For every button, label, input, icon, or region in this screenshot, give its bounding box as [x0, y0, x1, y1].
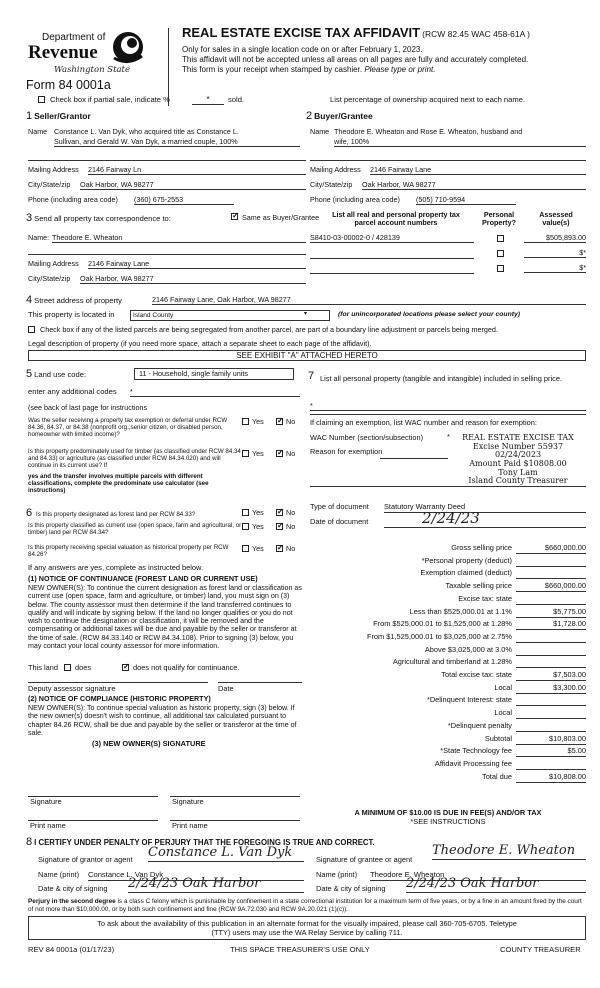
perjury-bold: Perjury in the second degree	[28, 898, 116, 905]
s6-q2-no-checkbox[interactable]	[276, 523, 283, 530]
county-value: Island County	[133, 312, 174, 319]
q2-yes-label: Yes	[252, 449, 264, 458]
corr-city[interactable]: Oak Harbor, WA 98277	[80, 275, 306, 284]
s6-q1-no-checkbox[interactable]	[276, 509, 283, 516]
buyer-num: 2	[306, 110, 313, 122]
s7-label: List all personal property (tangible and intangible) included in selling price.	[320, 374, 562, 383]
tax-row-label: Local	[494, 708, 512, 718]
land-not-qualify-checkbox[interactable]	[122, 664, 129, 671]
reason-line-2	[310, 486, 586, 487]
same-as-buyer-checkbox[interactable]	[231, 213, 238, 220]
parcel-h3b: value(s)	[542, 218, 570, 228]
s6-q1: Is this property designated as forest land per RCW 84.33?	[36, 511, 196, 518]
dept-line1: Department of	[42, 32, 106, 43]
street-label: Street address of property	[34, 296, 122, 305]
s6-n1-head: (1) NOTICE OF CONTINUANCE (FOREST LAND OR CURRENT USE)	[28, 574, 258, 583]
buyer-city[interactable]: Oak Harbor, WA 98277	[362, 181, 586, 190]
tax-row-label: Excise tax: state	[458, 593, 512, 603]
list-pct-note: List percentage of ownership acquired next to each name.	[330, 95, 526, 104]
grantee-sig-label: Signature of grantee or agent	[316, 855, 413, 864]
deputy-label: Deputy assessor signature	[28, 684, 116, 693]
s6-q3-no-label: No	[286, 544, 296, 553]
header-sub3-row	[182, 65, 435, 74]
s6-q3-yes-label: Yes	[252, 544, 264, 553]
tax-row-value[interactable]	[516, 760, 586, 770]
parcel-h1a: List all real and personal property tax	[332, 210, 460, 219]
corr-name[interactable]: Theodore E. Wheaton	[52, 234, 306, 243]
q2-no-checkbox[interactable]	[276, 450, 283, 457]
assessed-col-header	[526, 211, 586, 228]
tax-row-value[interactable]: $10,808.00	[516, 773, 586, 783]
land-use-value: 11 - Household, single family units	[139, 369, 248, 378]
tax-row-label: *Delinquent Interest: state	[426, 695, 512, 705]
correspondence-num: 3	[26, 212, 33, 224]
additional-codes-value[interactable]: *	[130, 388, 300, 397]
parcel-h1b: parcel account numbers	[354, 218, 438, 228]
tax-row-label: Less than $525,000.01 at 1.1%	[409, 606, 512, 616]
stamp-line: Tony Lam	[498, 467, 538, 477]
corr-name-label: Name:	[28, 233, 50, 242]
parcel-row	[310, 249, 586, 261]
reason-line	[380, 458, 448, 459]
s7-blank-line	[310, 414, 586, 415]
buyer-blank-line	[310, 160, 586, 161]
partial-sale-sold: sold.	[228, 95, 245, 104]
header-sub3: This form is your receipt when stamped by cashier.	[182, 65, 363, 74]
owner1-sig-label: Signature	[30, 797, 62, 806]
correspondence-label: Send all property tax correspondence to:	[34, 214, 171, 223]
land-does-label: does	[75, 663, 92, 672]
certify-text: I CERTIFY UNDER PENALTY OF PERJURY THAT THE FOREGOING IS TRUE AND CORRECT.	[34, 838, 375, 847]
tax-row-label: *Delinquent penalty	[447, 720, 512, 730]
grantee-name-label: Name (print)	[316, 870, 358, 879]
wac-label: WAC Number (section/subsection)	[310, 433, 424, 442]
buyer-name-line2[interactable]: wife, 100%	[334, 138, 586, 147]
partial-sale-checkbox[interactable]	[38, 96, 45, 103]
reason-label: Reason for exemption	[310, 447, 383, 456]
seller-phone[interactable]: (360) 675-2553	[134, 196, 234, 205]
grantee-date-label: Date & city of signing	[316, 884, 386, 893]
s7-num: 7	[308, 370, 315, 382]
s6-num: 6	[26, 507, 33, 519]
seller-city[interactable]: Oak Harbor, WA 98277	[80, 181, 306, 190]
assessed-value[interactable]: $*	[524, 249, 586, 258]
tax-row-label: From $525,000.01 to $1,525,000 at 1.28%	[373, 619, 512, 629]
correspondence-heading	[26, 212, 171, 225]
certify-num: 8	[26, 836, 33, 848]
form-title-row	[182, 26, 530, 41]
doc-type-label: Type of document	[310, 502, 369, 511]
tax-row-value[interactable]	[516, 633, 586, 643]
stamp-line: Excise Number 55937	[472, 441, 564, 451]
s6-n1-text: NEW OWNER(S): To continue the current designation as forest land or classification as current use (open space, farm and agriculture, or timber) land, you must sign on (3) below. The county assessor must then determine if the land transferred continues to qualify and will indicate by signing below. If the land no longer qualifies or you do not wish to continue the designation or classification, it will be removed and the compensating or additional taxes will be due and payable by the seller or transferor at the time of sale. (RCW 84.33.140 or RCW 84.34.108). Prior to signing (3) below, you may contact your local county assessor for more information.	[28, 584, 302, 651]
parcel-h2b: Property?	[482, 218, 516, 228]
q1-no-label: No	[286, 417, 296, 426]
located-label: This property is located in	[28, 310, 115, 319]
parcel-row	[310, 234, 586, 246]
parcel-h2a: Personal	[483, 210, 515, 219]
seller-name-label: Name	[28, 127, 48, 136]
dor-swirl-icon	[108, 28, 148, 66]
q2-no-label: No	[286, 449, 296, 458]
buyer-mail[interactable]: 2146 Fairway Lane	[370, 166, 586, 175]
partial-sale-value[interactable]: *	[192, 95, 224, 105]
tax-row-value[interactable]: $10,803.00	[516, 735, 586, 745]
accessibility-box	[28, 916, 586, 940]
personal-col-header	[476, 211, 522, 228]
tax-row-label: Total excise tax: state	[441, 670, 512, 679]
legal-description[interactable]: SEE EXHIBIT "A" ATTACHED HERETO	[28, 350, 586, 361]
tax-row-label: From $1,525,000.01 to $3,025,000 at 2.75%	[366, 631, 512, 641]
s6-q2-yes-label: Yes	[252, 522, 264, 531]
land-use-label: Land use code:	[34, 370, 87, 379]
grantee-signature[interactable]: Theodore E. Wheaton	[432, 844, 586, 860]
parcel-number[interactable]	[310, 264, 474, 274]
buyer-heading	[306, 110, 373, 123]
land-use-select[interactable]	[134, 368, 294, 380]
q1-yes-checkbox[interactable]	[242, 418, 249, 425]
s7-personal-value[interactable]: *	[310, 402, 586, 411]
tax-row-value[interactable]: $660,000.00	[516, 544, 586, 554]
treasurer-stamp	[450, 434, 586, 486]
additional-codes-label: enter any additional codes	[28, 387, 117, 396]
partial-sale-label: Check box if partial sale, indicate %	[50, 95, 170, 104]
see-instructions: *SEE INSTRUCTIONS	[410, 817, 486, 826]
tax-row-label: Agricultural and timberland at 1.28%	[392, 657, 512, 667]
street-address[interactable]: 2146 Fairway Lane, Oak Harbor, WA 98277	[152, 296, 586, 305]
dropdown-arrow-icon: ▾	[303, 311, 307, 317]
tax-row-label: Above $3,025,000 at 3.0%	[424, 644, 512, 654]
grantor-signature[interactable]: Constance L. Van Dyk	[148, 846, 304, 862]
s6-q2-no-label: No	[286, 522, 296, 531]
doc-type-value[interactable]: Statutory Warranty Deed	[384, 503, 586, 513]
s6-q1-no-label: No	[286, 508, 296, 517]
seller-heading	[26, 110, 91, 123]
stamp-line: Amount Paid $10808.00	[469, 458, 567, 468]
seller-name-line1[interactable]: Constance L. Van Dyk, who acquired title as Constance L.	[54, 127, 239, 136]
q1-yes-label: Yes	[252, 417, 264, 426]
tax-row-label: Local	[494, 682, 512, 692]
tax-row-value[interactable]	[516, 696, 586, 706]
parcel-h3a: Assessed	[539, 210, 573, 219]
property-heading	[26, 294, 122, 307]
q1-no-checkbox[interactable]	[276, 418, 283, 425]
tax-row-value[interactable]	[516, 709, 586, 719]
tax-row-label: Taxable selling price	[445, 581, 512, 591]
personal-property-checkbox[interactable]	[497, 265, 504, 272]
dept-line3: Washington State	[54, 65, 130, 75]
legal-label: Legal description of property (if you need more space, attach a separate sheet to each page of the affidavit).	[28, 339, 372, 348]
tax-row-label: Exemption claimed (deduct)	[420, 568, 512, 578]
personal-property-checkbox[interactable]	[497, 235, 504, 242]
buyer-phone[interactable]: (505) 710-9594	[416, 196, 516, 205]
header-sub2: This affidavit will not be accepted unless all areas on all pages are fully and accurately completed.	[182, 55, 529, 64]
tax-row-value[interactable]: $660,000.00	[516, 582, 586, 592]
tax-row-value[interactable]: $1,728.00	[516, 620, 586, 630]
parcel-number[interactable]: S8410-03-00002-0 / 428139	[310, 234, 474, 243]
parcel-col-header	[310, 211, 482, 228]
s6-q3: Is this property receiving special valuation as historical property per RCW 84.26?	[28, 544, 229, 559]
grantor-name[interactable]: Constance L. Van Dyk	[88, 871, 304, 881]
buyer-city-label: City/State/zip	[310, 180, 353, 189]
buyer-name-line1[interactable]: Theodore E. Wheaton and Rose E. Wheaton, husband and	[334, 127, 523, 136]
property-num: 4	[26, 294, 33, 306]
county-select[interactable]	[130, 310, 330, 321]
tax-row-value[interactable]: $7,503.00	[516, 671, 586, 681]
tax-row-value[interactable]	[516, 658, 586, 668]
s6-q1-yes-label: Yes	[252, 508, 264, 517]
perjury-text: is a class C felony which is punishable by confinement in a state correctional institution for a maximum term of five years, or by a fine in an amount fixed by the court of not more than $10,000.00, or by both such confinement and fine (RCW 9A.72.030 and RCW 9A.20.021 (1)(c)).	[28, 898, 582, 913]
land-use-num: 5	[26, 368, 33, 380]
parcel-number[interactable]	[310, 249, 474, 259]
s6-if-yes: If any answers are yes, complete as instructed below.	[28, 563, 203, 572]
corr-mail[interactable]: 2146 Fairway Lane	[88, 260, 306, 269]
tax-row-value[interactable]: $3,300.00	[516, 684, 586, 694]
owner1-print-label: Print name	[30, 821, 66, 830]
corr-blank-line	[28, 254, 306, 255]
land-use-q2: Is this property predominately used for timber (as classified under RCW 84.34 and 84.33) or agriculture (as classified under RCW 84.34.020) and will continue in its current use? If	[28, 448, 241, 470]
tax-row-label: Total due	[482, 771, 512, 781]
grantor-sig-label: Signature of grantor or agent	[38, 855, 133, 864]
stamp-line: Island County Treasurer	[468, 476, 568, 486]
tax-row-value[interactable]	[516, 595, 586, 605]
seller-phone-label: Phone (including area code)	[28, 195, 118, 204]
footer-rev: REV 84 0001a (01/17/23)	[28, 945, 115, 954]
footer-space: THIS SPACE TREASURER'S USE ONLY	[230, 945, 370, 954]
s6-q3-no-checkbox[interactable]	[276, 545, 283, 552]
unincorp-note: (for unincorporated locations please select your county)	[338, 311, 521, 318]
grantee-date-city[interactable]: 2/24/23 Oak Harbor	[406, 877, 586, 893]
s6-q3-yes-checkbox[interactable]	[242, 545, 249, 552]
same-as-buyer-label: Same as Buyer/Grantee	[242, 213, 320, 222]
stamp-line: 02/24/2023	[494, 450, 542, 460]
land-use-q2b: yes and the transfer involves multiple parcels with different classifications, complete the predominate use calculator (see instructions)	[28, 473, 209, 495]
form-rcw: (RCW 82.45 WAC 458-61A )	[422, 29, 530, 39]
assessed-value[interactable]: $*	[524, 264, 586, 273]
see-back-note: (see back of last page for instructions	[28, 403, 148, 412]
seller-mail[interactable]: 2146 Fairway Ln	[88, 166, 306, 175]
deputy-sig-line	[28, 682, 208, 683]
buyer-name-label: Name	[310, 127, 330, 136]
seller-num: 1	[26, 110, 33, 122]
buyer-mail-label: Mailing Address	[310, 165, 361, 174]
seller-city-label: City/State/zip	[28, 180, 71, 189]
s6-q1-yes-checkbox[interactable]	[242, 509, 249, 516]
s6-n2-head: (2) NOTICE OF COMPLIANCE (HISTORIC PROPERTY)	[28, 694, 211, 703]
s6-n2-text: NEW OWNER(S): To continue special valuation as historic property, sign (3) below. If the new owner(s) doesn't wish to continue, all additional tax calculated pursuant to chapter 84.26 RCW, shall be due and payable by the seller or transferor at the time of sale.	[28, 704, 297, 737]
buyer-title: Buyer/Grantee	[314, 111, 373, 121]
grantor-date-label: Date & city of signing	[38, 884, 108, 893]
corr-mail-label: Mailing Address	[28, 259, 79, 268]
wac-value[interactable]: *	[447, 432, 450, 441]
deputy-date-line	[218, 682, 302, 683]
buyer-phone-label: Phone (including area code)	[310, 195, 400, 204]
stamp-line: REAL ESTATE EXCISE TAX	[462, 433, 574, 442]
tax-row-label: Affidavit Processing fee	[434, 758, 512, 768]
corr-city-label: City/State/zip	[28, 274, 71, 283]
exempt-label: If claiming an exemption, list WAC number and reason for exemption:	[310, 418, 537, 427]
tax-row-label: *State Technology fee	[440, 746, 512, 756]
tax-row-label: *Personal property (deduct)	[421, 555, 512, 565]
header-sub1: Only for sales in a single location code on or after February 1, 2023.	[182, 45, 423, 54]
s6-q2-yes-checkbox[interactable]	[242, 523, 249, 530]
tax-row-value[interactable]: $5,775.00	[516, 608, 586, 618]
seller-blank-line	[28, 160, 306, 161]
owner2-sig-label: Signature	[172, 797, 204, 806]
s6-q2: Is this property classified as current use (open space, farm and agricultural, or timber) land per RCW 84.34?	[28, 522, 242, 537]
minimum-note: A MINIMUM OF $10.00 IS DUE IN FEE(S) AND/OR TAX	[354, 808, 542, 817]
tax-row-value[interactable]	[516, 646, 586, 656]
footer-county: COUNTY TREASURER	[500, 945, 581, 954]
q2-yes-checkbox[interactable]	[242, 450, 249, 457]
tax-row-value[interactable]	[516, 569, 586, 579]
grantor-date-city[interactable]: 2/24/23 Oak Harbor	[128, 877, 304, 893]
header-sub3b: Please type or print.	[364, 65, 436, 74]
form-title: REAL ESTATE EXCISE TAX AFFIDAVIT	[182, 25, 421, 40]
tax-row-value[interactable]: $5.00	[516, 747, 586, 757]
owner2-print-label: Print name	[172, 821, 208, 830]
grantee-name[interactable]: Theodore E. Wheaton	[370, 871, 586, 881]
land-use-q1: Was the seller receiving a property tax exemption or deferral under RCW 84.36, 84.37, or 84.38 (nonprofit org.,senior citizen, or disabled person, homeowner with limited income)?	[28, 417, 228, 439]
segregate-checkbox[interactable]	[28, 326, 35, 333]
dept-line2: Revenue	[28, 42, 98, 63]
land-not-qualify-label: does not qualify for continuance.	[133, 663, 240, 672]
doc-date-value[interactable]: 2/24/23	[384, 510, 586, 528]
s6-n3-head: (3) NEW OWNER(S) SIGNATURE	[92, 739, 206, 748]
this-land-label: This land	[28, 663, 58, 672]
perjury-notice	[28, 898, 586, 913]
form-number: Form 84 0001a	[26, 78, 111, 92]
land-use-heading	[26, 368, 86, 381]
tax-row-label: Subtotal	[484, 733, 512, 743]
parcel-row	[310, 264, 586, 276]
tax-row-value[interactable]	[516, 557, 586, 567]
seller-name-line2[interactable]: Sullivan, and Gerald W. Van Dyk, a married couple, 100%	[54, 138, 300, 147]
personal-property-checkbox[interactable]	[497, 250, 504, 257]
access-line1: To ask about the availability of this publication in an alternate format for the visually impaired, please call 360-705-6705. Teletype	[97, 919, 517, 928]
seller-mail-label: Mailing Address	[28, 165, 79, 174]
doc-date-label: Date of document	[310, 517, 369, 526]
dor-logo	[28, 28, 158, 76]
access-line2: (TTY) users may use the WA Relay Service by calling 711.	[211, 927, 403, 937]
deputy-date-label: Date	[218, 684, 234, 693]
grantor-name-label: Name (print)	[38, 870, 80, 879]
tax-row-value[interactable]	[516, 722, 586, 732]
seller-title: Seller/Grantor	[34, 111, 91, 121]
land-does-checkbox[interactable]	[64, 664, 71, 671]
tax-row-label: Gross selling price	[451, 543, 512, 552]
assessed-value[interactable]: $505,893.00	[524, 234, 586, 243]
segregate-label: Check box if any of the listed parcels are being segregated from another parcel, are part of a boundary line adjustment or parcels being merged.	[40, 325, 498, 334]
